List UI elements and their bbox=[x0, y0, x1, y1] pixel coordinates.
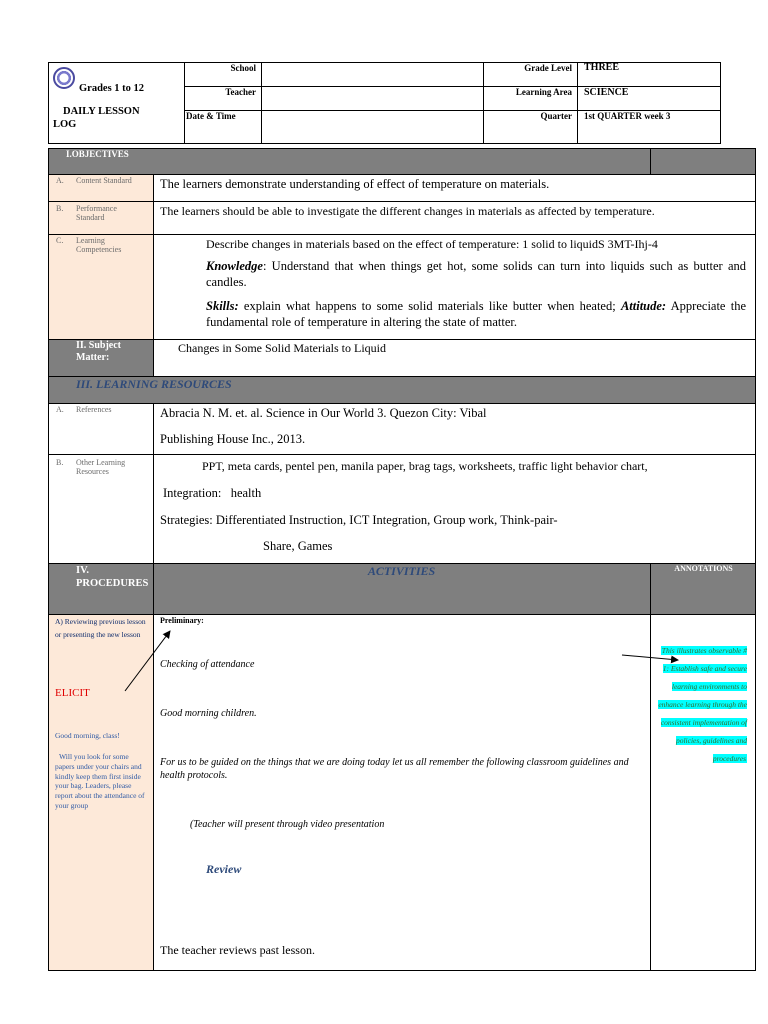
school-label: School bbox=[230, 63, 256, 73]
datetime-label: Date & Time bbox=[186, 111, 236, 121]
integration-line: Integration: health bbox=[163, 486, 262, 500]
elicit-label: ELICIT bbox=[55, 687, 90, 699]
instruction-text: Will you look for some papers under your chairs and kindly keep them first inside your bag. Leaders, please report about the attendance of your group bbox=[55, 752, 145, 810]
quarter-value: 1st QUARTER week 3 bbox=[584, 111, 671, 121]
review-title: Review bbox=[206, 862, 242, 876]
marker-a-2: A. bbox=[56, 405, 64, 414]
competencies-label: Learning Competencies bbox=[76, 236, 122, 254]
references-line2: Publishing House Inc., 2013. bbox=[160, 432, 306, 446]
annotation-text: This illustrates observable # 1: Establish safe and secure learning environments to enhance learning through the consistent implementation of policies, guidelines and procedures bbox=[658, 646, 747, 763]
knowledge-label: Knowledge bbox=[206, 259, 263, 273]
greeting-text: Good morning, class! bbox=[55, 731, 120, 740]
reviews-text: The teacher reviews past lesson. bbox=[160, 943, 315, 957]
grade-level-value: THREE bbox=[584, 62, 620, 73]
arrow-to-preliminary bbox=[125, 631, 170, 691]
references-line1: Abracia N. M. et. al. Science in Our World 3. Quezon City: Vibal bbox=[160, 406, 487, 420]
quarter-label: Quarter bbox=[540, 111, 572, 121]
attitude-label: Attitude: bbox=[620, 299, 667, 313]
objectives-title: I.OBJECTIVES bbox=[66, 149, 129, 159]
competency-line: Describe changes in materials based on the effect of temperature: 1 solid to liquidS 3MT-Ihj-4 bbox=[206, 237, 658, 251]
annotations-title: ANNOTATIONS bbox=[674, 564, 733, 573]
grade-level-label: Grade Level bbox=[524, 63, 572, 73]
teacher-label: Teacher bbox=[225, 87, 256, 97]
annotation-highlight bbox=[655, 640, 747, 766]
content-standard-text: The learners demonstrate understanding of effect of temperature on materials. bbox=[160, 177, 550, 191]
marker-a: A. bbox=[56, 176, 64, 185]
content-standard-label: Content Standard bbox=[76, 176, 132, 185]
marker-c: C. bbox=[56, 236, 64, 245]
skills-label: Skills: bbox=[206, 299, 239, 313]
references-label: References bbox=[76, 405, 112, 414]
log-title: DAILY LESSON LOG bbox=[53, 106, 140, 130]
skills-text: explain what happens to some solid materials like butter when heated; bbox=[243, 299, 616, 313]
guided-text: For us to be guided on the things that we are doing today let us all remember the following classroom guidelines and health protocols. bbox=[160, 757, 629, 781]
other-resources-line1: PPT, meta cards, pentel pen, manila paper, brag tags, worksheets, traffic light behavior chart, bbox=[202, 459, 648, 473]
other-resources-label: Other Learning Resources bbox=[76, 458, 126, 476]
procedures-label: IV. PROCEDURES bbox=[76, 565, 149, 589]
subject-matter-value: Changes in Some Solid Materials to Liquid bbox=[178, 341, 386, 355]
resources-title: III. LEARNING RESOURCES bbox=[76, 377, 232, 391]
grades-label: Grades 1 to 12 bbox=[79, 83, 145, 94]
attitude-text: Appreciate the fundamental role of temperature in altering the state of matter. bbox=[206, 299, 746, 329]
performance-standard-label: Performance Standard bbox=[76, 204, 117, 222]
performance-standard-text: The learners should be able to investigate the different changes in materials as affected by temperature. bbox=[160, 204, 655, 218]
learning-area-value: SCIENCE bbox=[584, 87, 629, 98]
video-text: (Teacher will present through video presentation bbox=[190, 819, 385, 830]
activities-title: ACTIVITIES bbox=[367, 564, 436, 578]
strategies-cont-line: Share, Games bbox=[263, 539, 333, 553]
procedure-step-label: A) Reviewing previous lesson or presenting the new lesson bbox=[55, 617, 146, 639]
marker-b: B. bbox=[56, 204, 64, 213]
preliminary-label: Preliminary: bbox=[160, 616, 204, 625]
good-morning-text: Good morning children. bbox=[160, 708, 257, 719]
strategies-line: Strategies: Differentiated Instruction, ICT Integration, Group work, Think-pair- bbox=[160, 513, 558, 527]
attendance-text: Checking of attendance bbox=[160, 659, 255, 670]
subject-matter-label: II. Subject Matter: bbox=[76, 340, 122, 363]
marker-b-2: B. bbox=[56, 458, 64, 467]
knowledge-text: : Understand that when things get hot, some solids can turn into liquids such as butter and candles. bbox=[206, 259, 746, 289]
learning-area-label: Learning Area bbox=[515, 87, 572, 97]
